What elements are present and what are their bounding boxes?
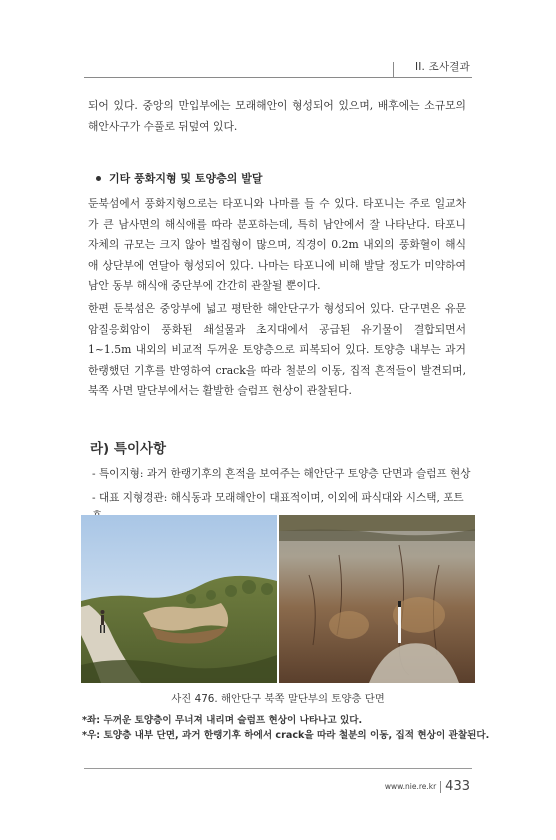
photo-slump-slope [81, 515, 277, 683]
photo-soil-profile [279, 515, 475, 683]
special-item-landform: - 특이지형: 과거 한랭기후의 흔적을 보여주는 해안단구 토양층 단면과 슬럼프 현상 [92, 468, 471, 480]
running-header [84, 56, 472, 78]
page-footer [385, 776, 470, 795]
bullet-dot-icon [96, 176, 101, 181]
header-divider [393, 62, 394, 78]
special-heading: 라) 특이사항 [90, 441, 167, 457]
paragraph-weathering: 둔북섬에서 풍화지형으로는 타포니와 나마를 들 수 있다. 타포니는 주로 일교차가 큰 남사면의 해식애를 따라 분포하는데, 특히 남안에서 잘 나타난다. 타포니 자체의 규모는 크지 않아 벌집형이 많으며, 직경이 0.2m 내외의 풍화혈이 해식애 상단부에 연달아 형성되어 있다. 나마는 타포니에 비해 발달 정도가 미약하여 남안 동부 해식애 중단부에 간간히 관찰될 뿐이다. [88, 197, 466, 292]
paragraph-intro: 되어 있다. 중앙의 만입부에는 모래해안이 형성되어 있으며, 배후에는 소규모의 해안사구가 수풀로 뒤덮여 있다. [88, 99, 466, 133]
page-number: 433 [445, 779, 470, 794]
footer-rule [84, 768, 472, 769]
special-item-landscape-text: - 대표 지형경관: 해식동과 모래해안이 대표적이며, 이외에 파식대와 시스택, 포트 [92, 492, 464, 504]
scale-pen [398, 601, 401, 643]
figure-note-right: *우: 토양층 내부 단면, 과거 한랭기후 하에서 crack을 따라 철분의 이동, 집적 현상이 관찰된다. [82, 730, 490, 741]
figure-caption: 사진 476. 해안단구 북쪽 말단부의 토양층 단면 [171, 693, 385, 705]
footer-divider [440, 781, 441, 793]
paragraph-terrace: 한편 둔북섬은 중앙부에 넓고 평탄한 해안단구가 형성되어 있다. 단구면은 유문암질응회암이 풍화된 쇄설물과 초지대에서 공급된 유기물이 결합되면서 1~1.5m 내외의 비교적 두꺼운 토양층으로 피복되어 있다. 토양층 내부는 과거 한랭했던 기후를 반영하여 crack을 따라 철분의 이동, 집적 흔적들이 발견되며, 북쪽 사면 말단부에서는 활발한 슬럼프 현상이 관찰된다. [88, 302, 466, 397]
bullet-heading [96, 170, 262, 186]
footer-url[interactable]: www.nie.re.kr [384, 782, 437, 791]
figure-note-left: *좌: 두꺼운 토양층이 무너져 내리며 슬럼프 현상이 나타나고 있다. [82, 715, 363, 726]
bullet-heading-text: 기타 풍화지형 및 토양층의 발달 [109, 172, 263, 185]
header-rule [84, 77, 472, 78]
section-title: II. 조사결과 [414, 61, 470, 73]
